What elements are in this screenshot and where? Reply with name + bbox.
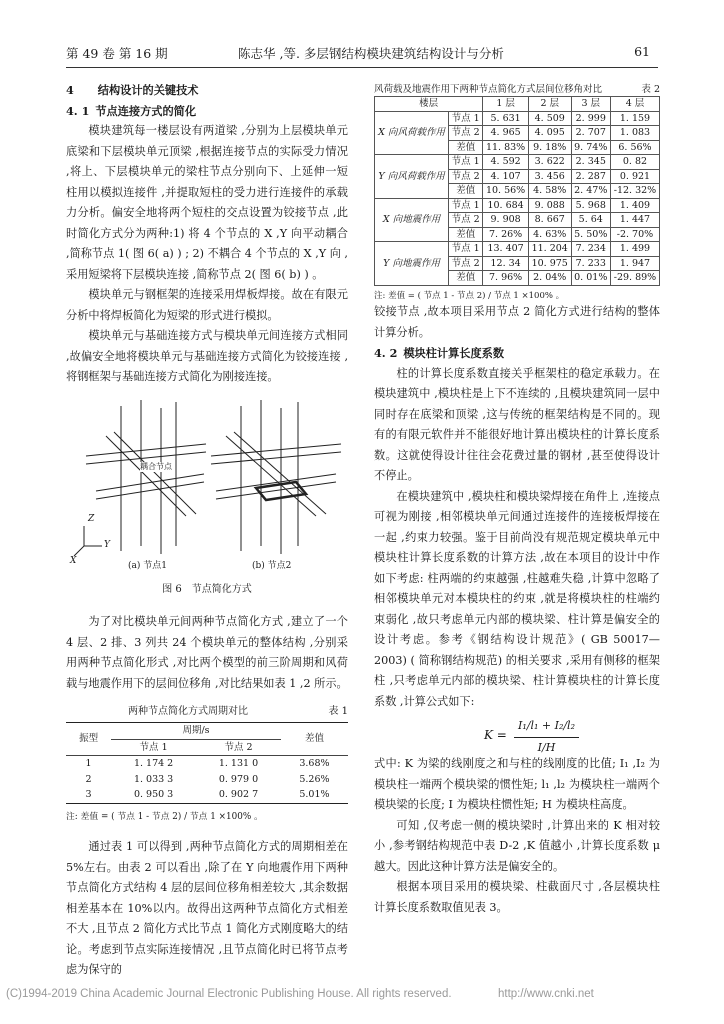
col-header: 2 层 [528,97,571,112]
col-header: 3 层 [571,97,610,112]
figure-6 [66,396,348,576]
subfigure-a-label: (a) 节点1 [128,560,167,571]
table-cell: 2. 345 [571,155,610,170]
table-2 [374,96,660,286]
journal-issue: 第 49 卷 第 16 期 [66,46,168,61]
table-cell: 13. 407 [483,242,529,257]
table-cell: 8. 667 [528,213,571,228]
col-header-node1: 节点 1 [111,739,196,756]
formula-numerator: I₁/l₁ + I₂/l₂ [514,716,579,738]
table-cell: 7. 234 [571,242,610,257]
table-cell: 2. 04% [528,271,571,286]
row-label: 节点 2 [449,213,483,228]
table-cell: 4. 095 [528,126,571,141]
paragraph: 模块单元与钢框架的连接采用焊板焊接。故在有限元分析中将焊板简化为短梁的形式进行模拟。 [66,288,348,322]
table-row [375,198,660,213]
article-header-title: 陈志华 ,等. 多层钢结构模块建筑结构设计与分析 [238,46,504,61]
row-label: 节点 1 [449,198,483,213]
table-cell: 7. 26% [483,227,529,242]
axis-y-label: Y [104,539,110,550]
table-2-number: 表 2 [641,84,660,95]
table-cell: 2. 47% [571,184,610,199]
row-label: 节点 1 [449,242,483,257]
subfigure-b-label: (b) 节点2 [252,560,292,571]
formula-lhs: K = [484,728,507,742]
table-cell: 1. 447 [610,213,659,228]
table-cell: 4. 592 [483,155,529,170]
table-cell: 9. 908 [483,213,529,228]
section-4-1-heading: 4. 1 节点连接方式的简化 [66,103,197,118]
running-header [66,44,658,68]
table-row: 3 0. 950 3 0. 902 7 5.01% [85,789,330,800]
row-label: 差值 [449,184,483,199]
table-cell: 0. 82 [610,155,659,170]
col-header-period: 周期/s [111,723,281,740]
paragraph: 柱的计算长度系数直接关乎框架柱的稳定承载力。在模块建筑中 ,模块柱是上下不连续的 ,且模块建筑同一层中同时存在底梁和顶梁 ,这与传统的框架结构是不同的。现有的有限元软件并不能很好地计算出模块柱的计算长度系数。这就使得设计往往会花费过量的钢材 ,甚至使得设计不停止。 [374,366,660,482]
col-header-node2: 节点 2 [196,739,281,756]
row-label: 节点 1 [449,111,483,126]
table-row [375,155,660,170]
cnki-link[interactable]: http://www.cnki.net [498,988,594,1000]
table-cell: 9. 18% [528,140,571,155]
table-cell: 0. 921 [610,169,659,184]
table-cell: 5. 968 [571,198,610,213]
table-cell: 6. 56% [610,140,659,155]
table-row [375,111,660,126]
table-cell: 2. 287 [571,169,610,184]
coupled-node-label: 耦合节点 [140,461,172,471]
table-cell: 1. 409 [610,198,659,213]
table-1 [66,722,348,804]
group-label: Y 向风荷载作用 [375,155,449,199]
col-header-floor: 楼层 [375,97,483,112]
paragraph: 可知 ,仅考虑一侧的模块梁时 ,计算出来的 K 相对较小 ,参考钢结构规范中表 D-2 ,K 值越小 ,计算长度系数 μ 越大。因此这种计算方法是偏安全的。 [374,818,660,873]
table-2-note: 注: 差值 = ( 节点 1 - 节点 2) / 节点 1 ×100% 。 [374,290,565,301]
table-cell: -12. 32% [610,184,659,199]
table-cell: 4. 63% [528,227,571,242]
table-cell: 4. 509 [528,111,571,126]
table-cell: 10. 975 [528,256,571,271]
table-cell: 5. 631 [483,111,529,126]
group-label: X 向地震作用 [375,198,449,242]
table-cell: -29. 89% [610,271,659,286]
table-cell: 4. 965 [483,126,529,141]
row-label: 节点 2 [449,256,483,271]
table-cell: 10. 56% [483,184,529,199]
copyright-text: (C)1994-2019 China Academic Journal Electronic Publishing House. All rights reserved. [6,988,452,1000]
col-header: 1 层 [483,97,529,112]
formula-denominator: I/H [537,740,556,754]
row-label: 节点 2 [449,169,483,184]
group-label: X 向风荷载作用 [375,111,449,155]
table-cell: 1. 947 [610,256,659,271]
formula-fraction [514,716,579,758]
row-label: 差值 [449,271,483,286]
table-cell: 1. 499 [610,242,659,257]
table-1-number: 表 1 [328,706,348,717]
formula-k [374,716,660,752]
table-2-block [374,81,660,311]
right-column [374,302,660,918]
table-1-note: 注: 差值 = ( 节点 1 - 节点 2) / 节点 1 ×100% 。 [66,811,263,822]
left-column [66,80,348,981]
axis-z-label: Z [88,513,95,524]
header-rule [66,67,658,68]
table-2-caption [374,81,660,96]
section-4-heading: 4 结构设计的关键技术 [66,83,199,97]
table-row: 1 1. 174 2 1. 131 0 3.68% [85,758,330,769]
table-row: 2 1. 033 3 0. 979 0 5.26% [85,773,330,785]
figure-caption: 图 6 节点简化方式 [162,583,252,595]
table-cell: 5. 50% [571,227,610,242]
paragraph: 在模块建筑中 ,模块柱和模块梁焊接在角件上 ,连接点可视为刚接 ,相邻模块单元间通过连接件的连接板焊接在一起 ,约束力较强。鉴于目前尚没有规范规定模块单元中模块柱计算长度系数的计算方法 ,故在本项目的设计中作如下考虑: 柱两端的约束越强 ,柱越难失稳 ,计算中忽略了相邻模块单元对本模块柱的约束 ,就是将模块柱的柱端约束弱化 ,故只考虑单元内部的模块梁、柱计算是偏安全的设计考虑。参考《钢结构设计规范》( GB 50017—2003) ( 简称钢结构规范) 的相关要求 ,采用有侧移的框架柱 ,只考虑单元内部的模块梁、柱计算模块柱的计算长度系数 ,计算公式如下: [374,489,660,708]
table-cell: 4. 107 [483,169,529,184]
page-number: 61 [634,44,650,59]
table-cell: 2. 707 [571,126,610,141]
paragraph: 为了对比模块单元间两种节点简化方式 ,建立了一个 4 层、2 排、3 列共 24 个模块单元的整体结构 ,分别采用两种节点简化形式 ,对比两个模型的前三阶周期和风荷载与地震作用下的层间位移角 ,对比结果如表 1 ,2 所示。 [66,615,348,690]
row-label: 节点 2 [449,126,483,141]
table-cell: 1. 159 [610,111,659,126]
table-1-caption [66,702,348,720]
paragraph: 模块建筑每一楼层设有两道梁 ,分别为上层模块单元底梁和下层模块单元顶梁 ,根据连接节点的实际受力情况 ,将上、下层模块单元的梁柱节点分别向下、上延伸一短柱用以模拟连接件 ,并提取短柱的受力进行连接件的承载力分析。偏安全地将两个短柱的交点设置为铰接节点 ,此时简化方式分为两种:1) 将 4 个节点的 X ,Y 向平动耦合 ,简称节点 1( 图 6( a) ) ; 2) 不耦合 4 个节点的 X ,Y 向 ,采用短梁将下层模块连接 ,简称节点 2( 图 6( b) ) 。 [66,124,348,281]
table-cell: 12. 34 [483,256,529,271]
row-label: 差值 [449,227,483,242]
table-cell: -2. 70% [610,227,659,242]
paragraph: 式中: K 为梁的线刚度之和与柱的线刚度的比值; I₁ ,I₂ 为模块柱一端两个模块梁的惯性矩; l₁ ,l₂ 为模块柱一端两个模块梁的长度; I 为模块柱惯性矩; H 为模块柱高度。 [374,757,660,811]
table-cell: 5. 64 [571,213,610,228]
row-label: 节点 1 [449,155,483,170]
table-cell: 10. 684 [483,198,529,213]
table-cell: 9. 088 [528,198,571,213]
table-1-title: 两种节点简化方式周期对比 [128,706,248,717]
paragraph: 通过表 1 可以得到 ,两种节点简化方式的周期相差在 5%左右。由表 2 可以看出 ,除了在 Y 向地震作用下两种节点简化方式结构 4 层的层间位移角相差较大 ,其余数据相差基本在 10%以内。故得出这两种节点简化方式相差不大 ,且节点 2 简化方式比节点 1 简化方式刚度略大的结论。考虑到节点实际连接情况 ,且节点简化时已将节点考虑为保守的 [66,840,348,976]
col-header-diff: 差值 [281,723,348,756]
group-label: Y 向地震作用 [375,242,449,286]
table-cell: 7. 233 [571,256,610,271]
table-cell: 11. 83% [483,140,529,155]
table-cell: 0. 01% [571,271,610,286]
paragraph: 模块单元与基础连接方式与模块单元间连接方式相同 ,故偏安全地将模块单元与基础连接方式简化为铰接连接 ,将钢框架与基础连接方式简化为刚接连接。 [66,329,348,383]
table-2-title: 风荷载及地震作用下两种节点简化方式层间位移角对比 [374,84,603,95]
row-label: 差值 [449,140,483,155]
table-cell: 3. 622 [528,155,571,170]
paragraph: 根据本项目采用的模块梁、柱截面尺寸 ,各层模块柱计算长度系数取值见表 3。 [374,880,660,914]
table-cell: 2. 999 [571,111,610,126]
table-cell: 1. 083 [610,126,659,141]
table-cell: 7. 96% [483,271,529,286]
table-cell: 11. 204 [528,242,571,257]
col-header: 4 层 [610,97,659,112]
table-cell: 3. 456 [528,169,571,184]
table-cell: 4. 58% [528,184,571,199]
section-4-2-heading: 4. 2 模块柱计算长度系数 [374,346,505,360]
col-header-mode: 振型 [66,723,111,756]
table-cell: 9. 74% [571,140,610,155]
axis-x-label: X [70,555,77,566]
table-row [375,242,660,257]
paragraph: 铰接节点 ,故本项目采用节点 2 简化方式进行结构的整体计算分析。 [374,305,660,339]
